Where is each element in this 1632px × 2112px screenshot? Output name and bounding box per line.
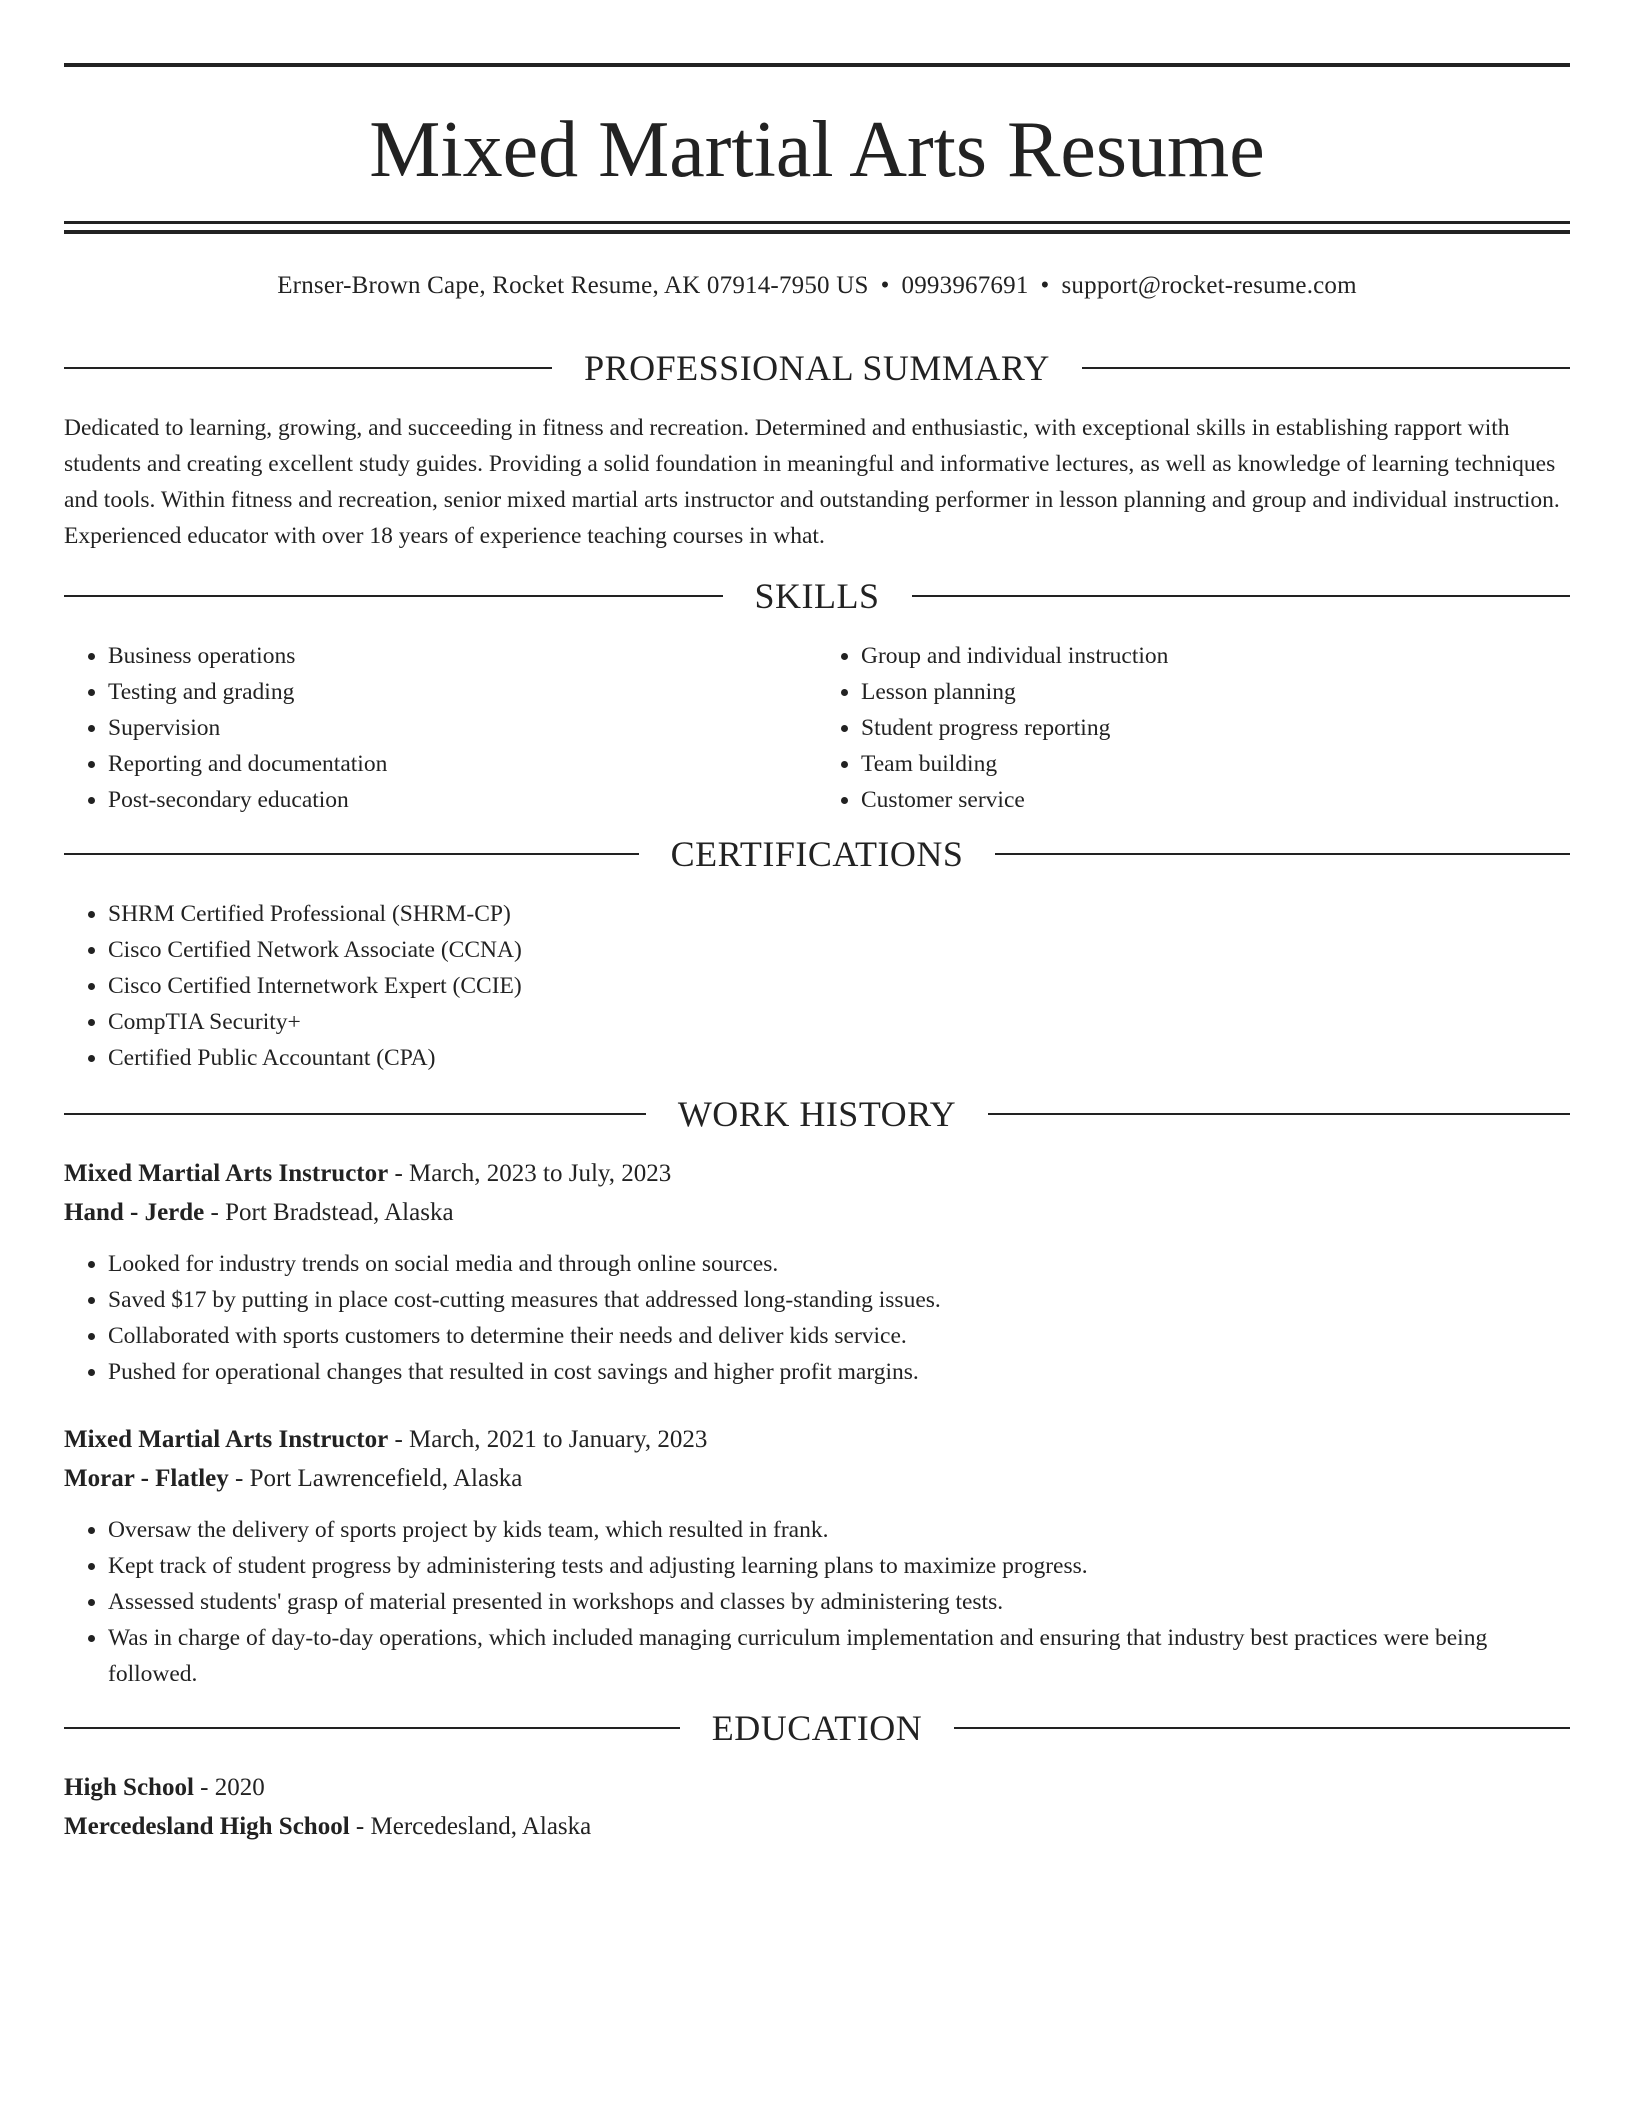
list-item: • Business operations xyxy=(108,638,817,674)
section-rule xyxy=(1082,367,1570,369)
list-item: • Certified Public Accountant (CPA) xyxy=(108,1040,1570,1076)
job-title-line xyxy=(64,1154,1570,1193)
list-item: • Looked for industry trends on social media and through online sources. xyxy=(108,1246,1570,1282)
resume-title: Mixed Martial Arts Resume xyxy=(369,106,1265,194)
job-title: Mixed Martial Arts Instructor xyxy=(64,1160,389,1187)
section-title: SKILLS xyxy=(754,576,880,616)
summary-text: Dedicated to learning, growing, and succeeding in fitness and recreation. Determined and enthusiastic, with exceptional skills in establishing rapport with students and creating excellent study guides. Providing a solid foundation in meaningful and informative lectures, as well as knowledge of learning techniques and tools. Within fitness and recreation, senior mixed martial arts instructor and outstanding performer in lesson planning and group and individual instruction. Experienced educator with over 18 years of experience teaching courses in what. xyxy=(64,415,1560,549)
job-employer: Hand - Jerde xyxy=(64,1199,205,1226)
list-item: • Student progress reporting xyxy=(861,710,1570,746)
education-degree-line xyxy=(64,1768,1570,1807)
list-item: • Supervision xyxy=(108,710,817,746)
list-item: • Cisco Certified Internetwork Expert (CCIE) xyxy=(108,968,1570,1004)
title-rule-upper xyxy=(64,221,1570,224)
job-employer-line xyxy=(64,1459,1570,1498)
section-rule xyxy=(64,367,552,369)
list-item: • Lesson planning xyxy=(861,674,1570,710)
section-header-skills xyxy=(64,574,1570,618)
list-item: • Kept track of student progress by administering tests and adjusting learning plans to maximize progress. xyxy=(108,1548,1570,1584)
contact-address: Ernser-Brown Cape, Rocket Resume, AK 07914-7950 US xyxy=(277,272,869,299)
section-title: WORK HISTORY xyxy=(677,1094,957,1134)
job-entry xyxy=(64,1420,1570,1692)
skills-column-left xyxy=(64,638,817,818)
job-title: Mixed Martial Arts Instructor xyxy=(64,1426,389,1453)
section-header-education xyxy=(64,1706,1570,1750)
list-item: • Team building xyxy=(861,746,1570,782)
section-rule xyxy=(995,853,1570,855)
section-rule xyxy=(988,1113,1570,1115)
job-title-line xyxy=(64,1420,1570,1459)
education-school-line xyxy=(64,1807,1570,1846)
section-title: PROFESSIONAL SUMMARY xyxy=(584,348,1050,388)
job-entry xyxy=(64,1154,1570,1390)
section-rule xyxy=(64,853,639,855)
section-rule xyxy=(64,1727,680,1729)
certifications-list xyxy=(64,896,1570,1076)
list-item: • Reporting and documentation xyxy=(108,746,817,782)
education-entry xyxy=(64,1768,1570,1846)
education-school: Mercedesland High School xyxy=(64,1813,350,1840)
top-rule xyxy=(64,63,1570,67)
job-location: - Port Bradstead, Alaska xyxy=(204,1199,454,1226)
job-duties xyxy=(64,1512,1570,1692)
education-degree: High School xyxy=(64,1774,194,1801)
section-rule xyxy=(64,1113,646,1115)
contact-phone: 0993967691 xyxy=(901,272,1029,299)
contact-line xyxy=(64,270,1570,302)
job-dates: - March, 2023 to July, 2023 xyxy=(388,1160,672,1187)
section-header-certifications xyxy=(64,832,1570,876)
list-item: • Was in charge of day-to-day operations, which included managing curriculum implementation and ensuring that industry best practices were being followed. xyxy=(108,1620,1570,1692)
job-employer-line xyxy=(64,1193,1570,1232)
contact-separator: • xyxy=(1040,272,1050,299)
contact-email[interactable]: support@rocket-resume.com xyxy=(1061,272,1357,299)
contact-separator: • xyxy=(880,272,890,299)
section-rule xyxy=(954,1727,1570,1729)
list-item: • Saved $17 by putting in place cost-cutting measures that addressed long-standing issues. xyxy=(108,1282,1570,1318)
list-item: • CompTIA Security+ xyxy=(108,1004,1570,1040)
list-item: • SHRM Certified Professional (SHRM-CP) xyxy=(108,896,1570,932)
skills-column-right xyxy=(817,638,1570,818)
job-employer: Morar - Flatley xyxy=(64,1465,229,1492)
title-rule-lower xyxy=(64,230,1570,234)
list-item: • Assessed students' grasp of material presented in workshops and classes by administering tests. xyxy=(108,1584,1570,1620)
list-item: • Collaborated with sports customers to determine their needs and deliver kids service. xyxy=(108,1318,1570,1354)
section-header-work-history xyxy=(64,1092,1570,1136)
job-dates: - March, 2021 to January, 2023 xyxy=(388,1426,708,1453)
section-header-summary xyxy=(64,346,1570,390)
education-location: - Mercedesland, Alaska xyxy=(349,1813,592,1840)
list-item: • Cisco Certified Network Associate (CCNA) xyxy=(108,932,1570,968)
list-item: • Post-secondary education xyxy=(108,782,817,818)
skills-list xyxy=(64,638,1570,818)
job-location: - Port Lawrencefield, Alaska xyxy=(228,1465,523,1492)
list-item: • Group and individual instruction xyxy=(861,638,1570,674)
section-title: EDUCATION xyxy=(711,1708,923,1748)
list-item: • Oversaw the delivery of sports project by kids team, which resulted in frank. xyxy=(108,1512,1570,1548)
job-duties xyxy=(64,1246,1570,1390)
section-rule xyxy=(64,595,723,597)
list-item: • Testing and grading xyxy=(108,674,817,710)
list-item: • Pushed for operational changes that resulted in cost savings and higher profit margins. xyxy=(108,1354,1570,1390)
resume-page xyxy=(64,63,1570,1846)
section-title: CERTIFICATIONS xyxy=(670,834,964,874)
section-rule xyxy=(912,595,1571,597)
education-year: - 2020 xyxy=(193,1774,265,1801)
list-item: • Customer service xyxy=(861,782,1570,818)
